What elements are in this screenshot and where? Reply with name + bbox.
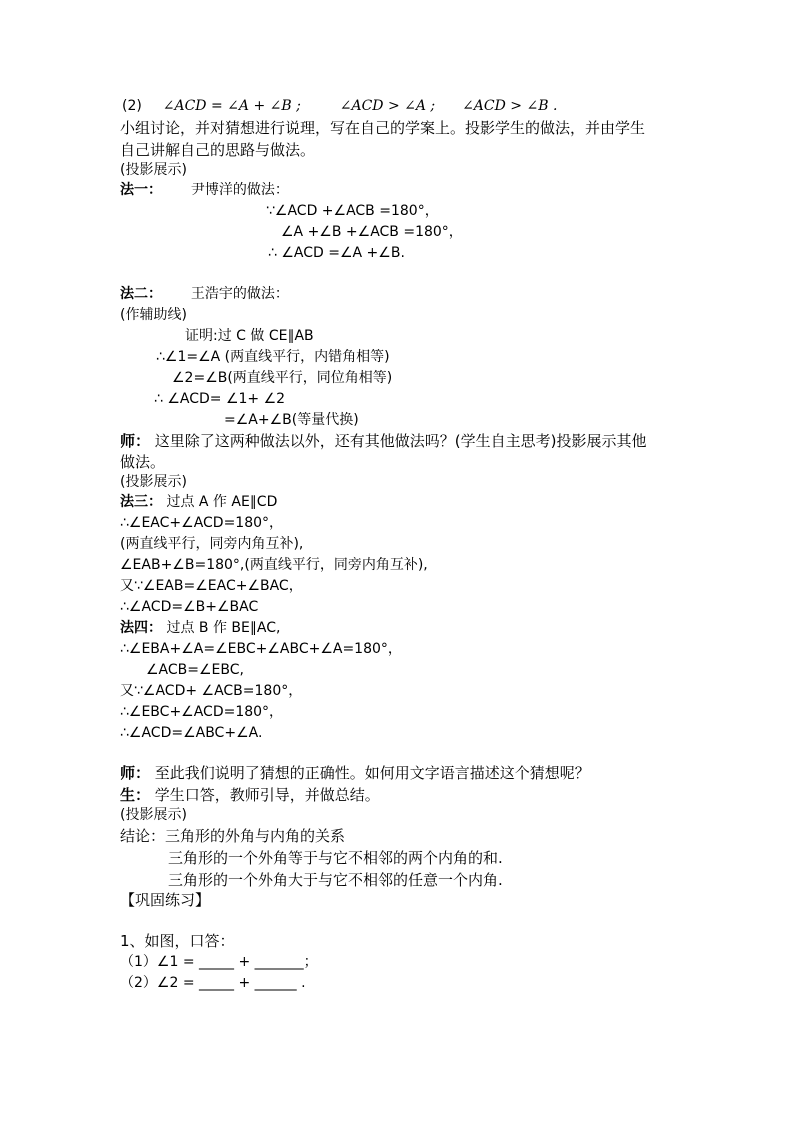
equation-greater-b: ∠ACD > ∠B . xyxy=(462,98,558,114)
method-two-step-3: ∴ ∠ACD= ∠1+ ∠2 xyxy=(154,391,286,407)
method-one-step-2: ∠A +∠B +∠ACB =180°， xyxy=(281,224,463,240)
exercise-1-part-1: （1）∠1 = _____ + _______； xyxy=(120,954,318,970)
student-label: 生： xyxy=(120,786,151,804)
teacher-label-2: 师： xyxy=(120,764,151,782)
item-number: (2) xyxy=(122,98,142,114)
method-one-author: 尹博洋的做法： xyxy=(190,182,289,198)
method-four-step-3: 又∵∠ACD+ ∠ACB=180°， xyxy=(120,683,303,699)
teacher-question-text: 这里除了这两种做法以外，还有其他做法吗？(学生自主思考)投影展示其他 xyxy=(154,432,647,450)
method-one-label: 法一： xyxy=(120,182,162,198)
method-four-step-5: ∴∠ACD=∠ABC+∠A. xyxy=(120,725,263,741)
method-four-heading xyxy=(120,618,280,638)
teacher-summary-question xyxy=(120,763,590,783)
method-three-label: 法三： xyxy=(120,494,162,510)
method-one-heading xyxy=(120,180,289,200)
method-two-aux-note: (作辅助线) xyxy=(120,307,187,323)
method-two-label: 法二： xyxy=(120,286,162,302)
method-three-step-2: ∠EAB+∠B=180°,(两直线平行，同旁内角互补), xyxy=(120,557,428,573)
projection-note-2: (投影展示) xyxy=(120,474,187,490)
method-one-step-3: ∴ ∠ACD =∠A +∠B. xyxy=(268,245,405,261)
conclusion-statement-1: 三角形的一个外角等于与它不相邻的两个内角的和. xyxy=(168,849,503,867)
method-four-text: 过点 B 作 BE∥AC, xyxy=(166,620,281,636)
method-one-step-1: ∵∠ACD +∠ACB =180°， xyxy=(266,203,439,219)
method-four-step-2: ∠ACB=∠EBC, xyxy=(146,662,244,678)
teacher-label: 师： xyxy=(120,432,151,450)
method-two-heading xyxy=(120,284,289,304)
projection-note: (投影展示) xyxy=(120,162,187,178)
method-two-author: 王浩宇的做法： xyxy=(190,286,289,302)
paragraph-discussion-cont: 自己讲解自己的思路与做法。 xyxy=(120,141,316,159)
method-two-step-4: =∠A+∠B(等量代换) xyxy=(224,412,359,428)
teacher-question-cont: 做法。 xyxy=(120,453,166,471)
method-three-text: 过点 A 作 AE∥CD xyxy=(166,494,278,510)
exercise-1-prompt: 1、如图，口答： xyxy=(120,932,235,950)
student-answer-text: 学生口答，教师引导，并做总结。 xyxy=(154,786,380,804)
method-three-step-1: ∴∠EAC+∠ACD=180°， xyxy=(120,515,284,531)
equation-equal: ∠ACD = ∠A + ∠B ; xyxy=(162,98,301,114)
exercise-1-part-2: （2）∠2 = _____ + ______ . xyxy=(120,975,306,991)
conclusion-statement-2: 三角形的一个外角大于与它不相邻的任意一个内角. xyxy=(168,871,503,889)
method-four-label: 法四： xyxy=(120,620,162,636)
method-two-proof-start: 证明:过 C 做 CE∥AB xyxy=(185,328,314,344)
section-heading-practice: 【巩固练习】 xyxy=(120,891,211,909)
method-three-step-3: 又∵∠EAB=∠EAC+∠BAC， xyxy=(120,578,303,594)
method-two-step-2: ∠2=∠B(两直线平行，同位角相等) xyxy=(172,370,393,386)
equation-greater-a: ∠ACD > ∠A ; xyxy=(339,98,436,114)
method-four-step-4: ∴∠EBC+∠ACD=180°， xyxy=(120,704,284,720)
method-three-reason-1: (两直线平行，同旁内角互补), xyxy=(120,536,304,552)
projection-note-3: (投影展示) xyxy=(120,807,187,823)
student-answer xyxy=(120,785,380,805)
line-conjectures xyxy=(122,96,557,116)
method-three-heading xyxy=(120,492,277,512)
paragraph-discussion: 小组讨论，并对猜想进行说理，写在自己的学案上。投影学生的做法，并由学生 xyxy=(120,119,646,137)
teacher-summary-text: 至此我们说明了猜想的正确性。如何用文字语言描述这个猜想呢？ xyxy=(154,764,590,782)
method-four-step-1: ∴∠EBA+∠A=∠EBC+∠ABC+∠A=180°， xyxy=(120,641,402,657)
conclusion-title: 结论：三角形的外角与内角的关系 xyxy=(120,827,346,845)
method-three-step-4: ∴∠ACD=∠B+∠BAC xyxy=(120,599,259,615)
teacher-question xyxy=(120,431,647,451)
method-two-step-1: ∴∠1=∠A (两直线平行，内错角相等) xyxy=(156,349,390,365)
